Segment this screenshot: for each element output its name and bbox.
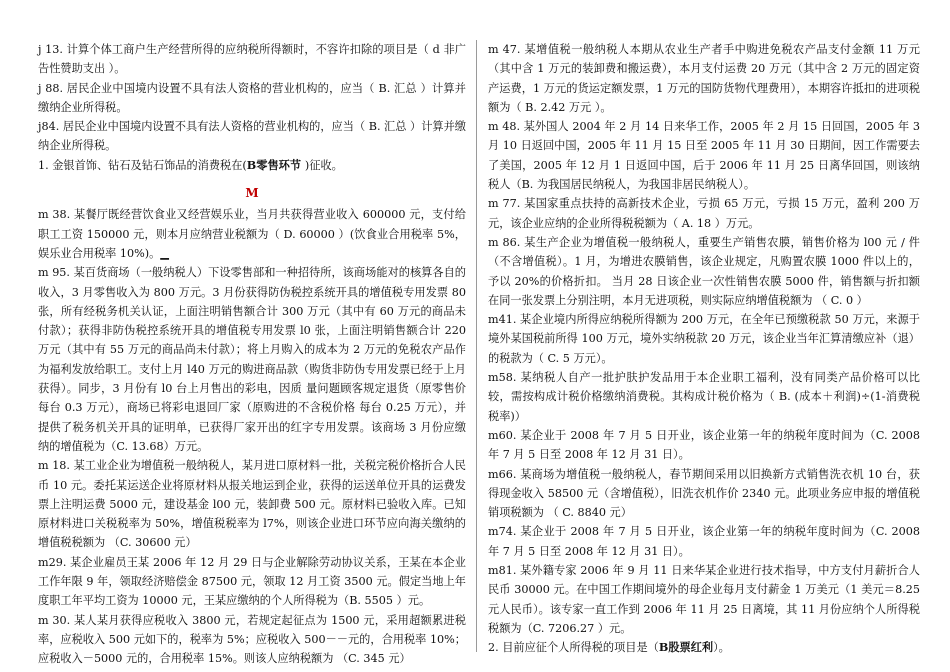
question-j13: j 13. 计算个体工商户生产经营所得的应纳税所得额时，不容许扣除的项目是（ d 非广告性赞助支出 ）。	[38, 43, 466, 76]
question-m81: m81. 某外籍专家 2006 年 9 月 11 日来华某企业进行技术指导，中方支付月薪折合人民币 30000 元。在中国工作期间境外的母企业每月支付薪金 1 万美元（1 美元＝8.25 元人民币）。该专家一直工作到 2006 年 11 月 25 日离境，其 11 月份应纳个人所得税税额为（C. 7206.27 ）元。	[488, 564, 920, 635]
question-m18: m 18. 某工业企业为增值税一般纳税人，某月进口原材料一批，关税完税价格折合人民币 10 元。委托某运送企业将原材料从报关地运到企业，获得的运送单位开具的运费发票上注明运费 5000 元，建设基金 l00 元，装卸费 500 元。原材料已验收入库。已知原材料进口关税税率为 50%，增值税税率为 l7%，则该企业进口环节应向海关缴纳的增值税税额为 （C. 30600 元）	[38, 459, 466, 550]
answer-bold: B零售环节	[246, 157, 305, 172]
right-column	[488, 40, 920, 658]
question-m41: m41. 某企业境内所得应纳税所得额为 200 万元，在全年已预缴税款 50 万元，来源于境外某国税前所得 100 万元，境外实纳税款 20 万元，该企业当年汇算清缴应补（退）的税款为（ C. 5 万元）。	[488, 313, 920, 365]
question-m66: m66. 某商场为增值税一般纳税人，春节期间采用以旧换新方式销售洗衣机 10 台，获得现金收入 58500 元（含增值税），旧洗衣机作价 2340 元。此项业务应申报的增值税销项税额为 （ C. 8840 元）	[488, 467, 920, 520]
question-m29: m29. 某企业雇员王某 2006 年 12 月 29 日与企业解除劳动协议关系，王某在本企业工作年限 9 年，领取经济赔偿金 87500 元，领取 12 月工资 3500 元。假定当地上年度职工年平均工资为 10000 元，王某应缴纳的个人所得税为（B. 5505 ）元。	[38, 555, 466, 608]
question-text-end: )征收。	[304, 158, 343, 172]
question-text-end: ）。	[713, 641, 730, 655]
question-m30: m 30. 某人某月获得应税收入 3800 元，若规定起征点为 1500 元，采用超额累进税率，应税收入 500 元如下的，税率为 5%；应税收入 500－－元的，合用税率 10%；应税收入－5000 元的，合用税率 15%。则该人应纳税额为 （C. 345 元）	[38, 613, 466, 666]
question-text: 2. 目前应征个人所得税的项目是（	[488, 641, 659, 655]
question-m48: m 48. 某外国人 2004 年 2 月 14 日来华工作，2005 年 2 月 15 日回国，2005 年 3 月 10 日返回中国，2005 年 11 月 15 日至 2005 年 11 月 30 日期间，因工作需要去了美国，2005 年 12 月 1 日返回中国，后于 2006 年 11 月 25 日离华回国，则该纳税人（B. 为我国居民纳税人，为我国非居民纳税人）。	[488, 120, 920, 192]
question-j88: j 88. 居民企业中国境内设置不具有法人资格的营业机构的，应当（ B. 汇总 ）计算并缴纳企业所得税。	[38, 81, 466, 114]
question-m58: m58. 某纳税人自产一批护肤护发品用于本企业职工福利，没有同类产品价格可以比较，需按构成计税价格缴纳消费税。其构成计税价格为（ B. (成本＋利润)÷(1-消费税税率)）	[488, 371, 920, 423]
column-divider	[476, 40, 477, 652]
question-m74: m74. 某企业于 2008 年 7 月 5 日开业，该企业第一年的纳税年度时间为（C. 2008 年 7 月 5 日至 2008 年 12 月 31 日）。	[488, 525, 920, 558]
section-heading-m: M	[245, 186, 259, 201]
question-m95: m 95. 某百货商场（一般纳税人）下设零售部和一种招待所，该商场能对的核算各自的收入，3 月零售收入为 800 万元。3 月份获得防伪税控系统开具的增值税专用发票 80 张，所有经税务机关认证，上面注明销售额合计 300 万元（其中有 60 万元的商品未付款）；获得非防伪税控系统开具的增值税专用发票 l0 张，上面注明销售额合计 220 万元（其中有 55 万元的商品尚未付款）；将上月购入的成本为 2 万元的免税农产品作为福利发放给职工。支付上月 l40 万元的购进商品款（购货非防伪专用发票已经于上月获得）。同步，3 月份有 l0 台上月售出的彩电，因质 量问题顾客规定退货（原零售价每台 0.3 万元），商场已将彩电退回厂家（原购进的不含税价格 每台 0.25 万元），并提供了税务机关开具的证明单，已获得厂家开出的红字专用发票。该商场 3 月份应缴纳的增值税为（C. 13.68）万元。	[38, 266, 466, 453]
question-m60: m60. 某企业于 2008 年 7 月 5 日开业，该企业第一年的纳税年度时间为（C. 2008 年 7 月 5 日至 2008 年 12 月 31 日）。	[488, 428, 920, 462]
answer-bold: B股票红利	[658, 640, 714, 655]
left-column	[38, 40, 466, 669]
question-m38: m 38. 某餐厅既经营饮食业又经营娱乐业，当月共获得营业收入 600000 元，支付给职工工资 150000 元，则本月应纳营业税额为（ D. 60000 ）(饮食业合用税率 5%，娱乐业合用税率 10%)。▁	[38, 208, 466, 260]
question-m86: m 86. 某生产企业为增值税一般纳税人，重要生产销售农膜，销售价格为 l00 元 / 件（不含增值税）。1 月，为增进农膜销售，该企业规定，凡购置农膜 1000 件以上的，予以 20%的价格折扣。 当月 28 日该企业一次性销售农膜 5000 件，销售额与折扣额在同一张发票上分别注明，本月无进项税，则实际应纳增值税额为 （ C. 0 ）	[488, 235, 920, 307]
question-2-income-tax	[488, 638, 920, 657]
question-m47: m 47. 某增值税一般纳税人本期从农业生产者手中购进免税农产品支付金额 11 万元（其中含 1 万元的装卸费和搬运费），本月支付运费 20 万元（其中含 2 万元的固定资产运费，1 万元的货运定额发票，1 万元的国防货物代理费用），本期容许抵扣的进项税额为（ B. 2.42 万元 ）。	[488, 43, 920, 114]
question-1-jewelry-tax	[38, 156, 466, 175]
question-j84: j84. 居民企业中国境内设置不具有法人资格的营业机构的，应当（ B. 汇总 ）计算并缴纳企业所得税。	[38, 120, 466, 153]
question-m77: m 77. 某国家重点扶持的高新技术企业，亏损 65 万元，亏损 15 万元，盈利 200 万元，该企业应纳的企业所得税税额为（ A. 18 ）万元。	[488, 197, 920, 230]
question-text: 1. 金银首饰、钻石及钻石饰品的消费税在(	[38, 158, 247, 172]
